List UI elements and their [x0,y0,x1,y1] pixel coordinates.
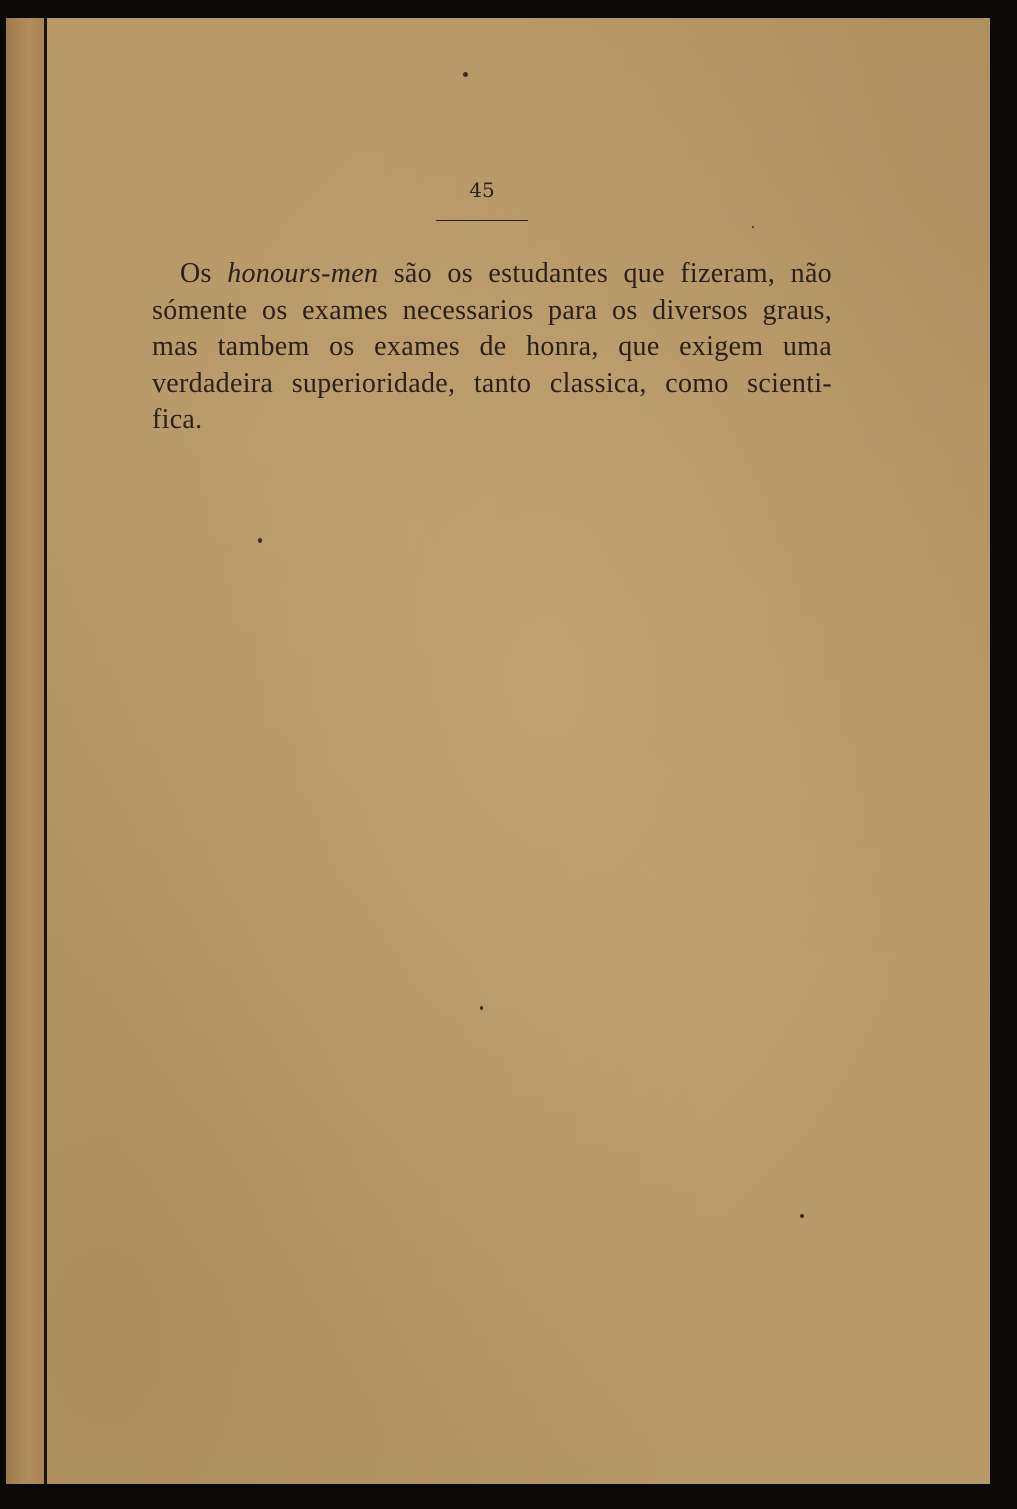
text-line-3: mas tambem os exames de honra, que exigem uma [152,331,832,362]
header-rule [436,220,528,221]
text-line-2: sómente os exames necessarios para os diversos graus, [152,294,832,326]
paper-speck [480,1006,483,1010]
text-line-1-start: Os [180,258,228,289]
italic-term: honours-men [227,258,379,289]
gutter-line [44,18,47,1484]
page-number: 45 [469,178,495,202]
paper-speck [258,538,262,543]
text-line-1 [152,256,832,293]
page-spine [6,18,44,1484]
paper-speck [463,72,468,77]
text-line-5: fica. [152,404,203,435]
text-line-4: verdadeira superioridade, tanto classica, como scienti- [152,367,832,399]
book-page [6,18,990,1484]
text-line-1-end: são os estudantes que fizeram, não [378,258,832,289]
body-paragraph [152,256,832,439]
paper-speck [800,1214,804,1218]
paper-speck [752,226,754,228]
